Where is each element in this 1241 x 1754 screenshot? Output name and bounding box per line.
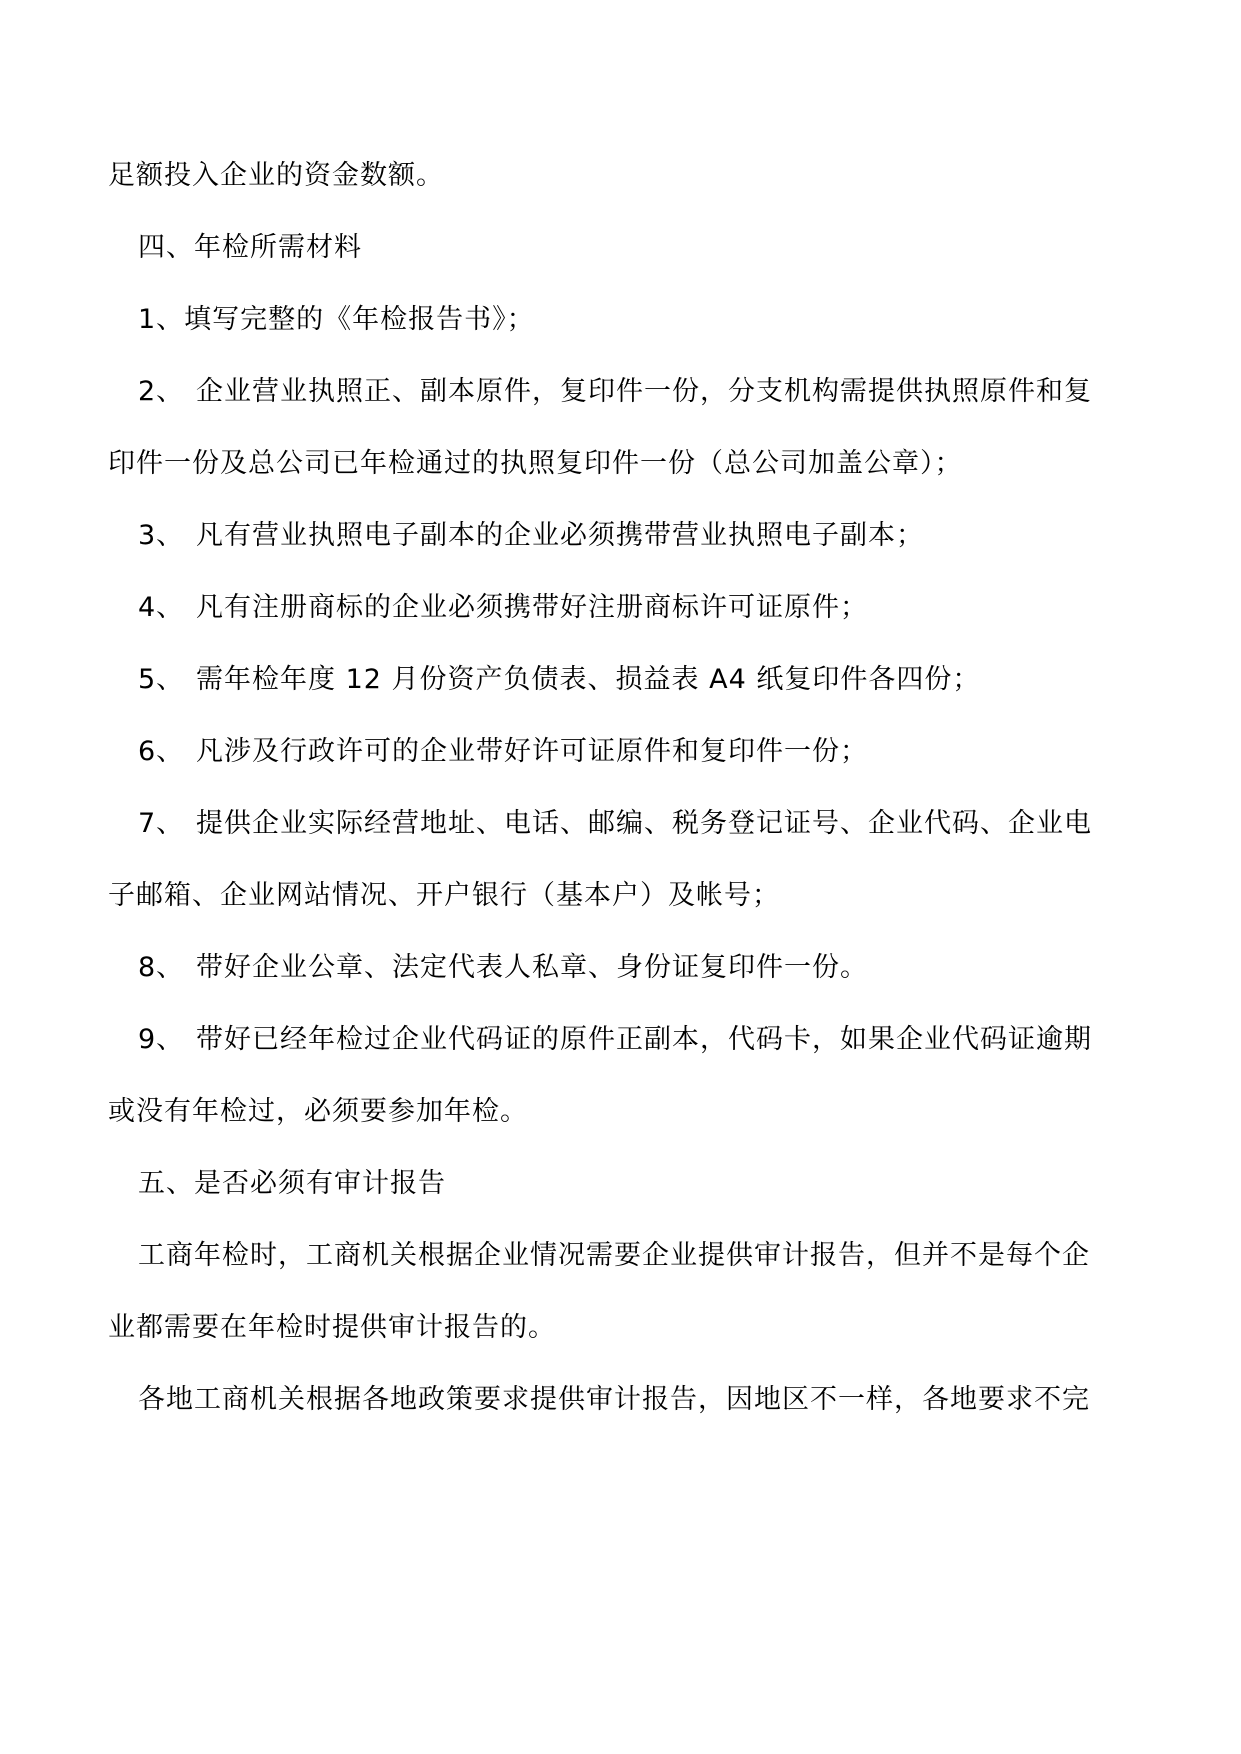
list-item-9-continued: 或没有年检过，必须要参加年检。: [108, 1096, 528, 1127]
list-text: 凡涉及行政许可的企业带好许可证原件和复印件一份；: [196, 736, 868, 767]
list-item-8: [138, 950, 1168, 986]
list-number: 9、: [138, 1024, 185, 1055]
list-number: 6、: [138, 736, 185, 767]
list-text: 凡有注册商标的企业必须携带好注册商标许可证原件；: [196, 592, 868, 623]
section-heading-materials: 四、年检所需材料: [138, 232, 362, 263]
list-item-1: 1、填写完整的《年检报告书》；: [138, 304, 535, 335]
list-number: 7、: [138, 808, 185, 839]
list-text: 凡有营业执照电子副本的企业必须携带营业执照电子副本；: [196, 520, 924, 551]
list-item-6: [138, 734, 1168, 770]
list-number: 8、: [138, 952, 185, 983]
list-item-5: [138, 662, 1168, 698]
list-text: 提供企业实际经营地址、电话、邮编、税务登记证号、企业代码、企业电: [196, 808, 1092, 839]
list-item-2: [138, 374, 1168, 410]
list-item-3: [138, 518, 1168, 554]
paragraph-line: 工商年检时，工商机关根据企业情况需要企业提供审计报告，但并不是每个企: [138, 1240, 1090, 1271]
list-number: 4、: [138, 592, 185, 623]
list-item-7: [138, 806, 1168, 842]
list-item-7-continued: 子邮箱、企业网站情况、开户银行（基本户）及帐号；: [108, 880, 780, 911]
list-item-4: [138, 590, 1168, 626]
list-text: 带好已经年检过企业代码证的原件正副本，代码卡，如果企业代码证逾期: [196, 1024, 1092, 1055]
list-text: 带好企业公章、法定代表人私章、身份证复印件一份。: [196, 952, 868, 983]
list-text: 需年检年度 12 月份资产负债表、损益表 A4 纸复印件各四份；: [196, 664, 981, 695]
list-item-2-continued: 印件一份及总公司已年检通过的执照复印件一份（总公司加盖公章）；: [108, 448, 963, 479]
section-heading-audit: 五、是否必须有审计报告: [138, 1168, 446, 1199]
list-number: 2、: [138, 376, 185, 407]
list-text: 企业营业执照正、副本原件，复印件一份，分支机构需提供执照原件和复: [196, 376, 1092, 407]
paragraph-line: 业都需要在年检时提供审计报告的。: [108, 1312, 556, 1343]
list-number: 5、: [138, 664, 185, 695]
paragraph-line: 各地工商机关根据各地政策要求提供审计报告，因地区不一样，各地要求不完: [138, 1384, 1090, 1415]
list-number: 3、: [138, 520, 185, 551]
list-item-9: [138, 1022, 1168, 1058]
paragraph-line: 足额投入企业的资金数额。: [108, 160, 444, 191]
